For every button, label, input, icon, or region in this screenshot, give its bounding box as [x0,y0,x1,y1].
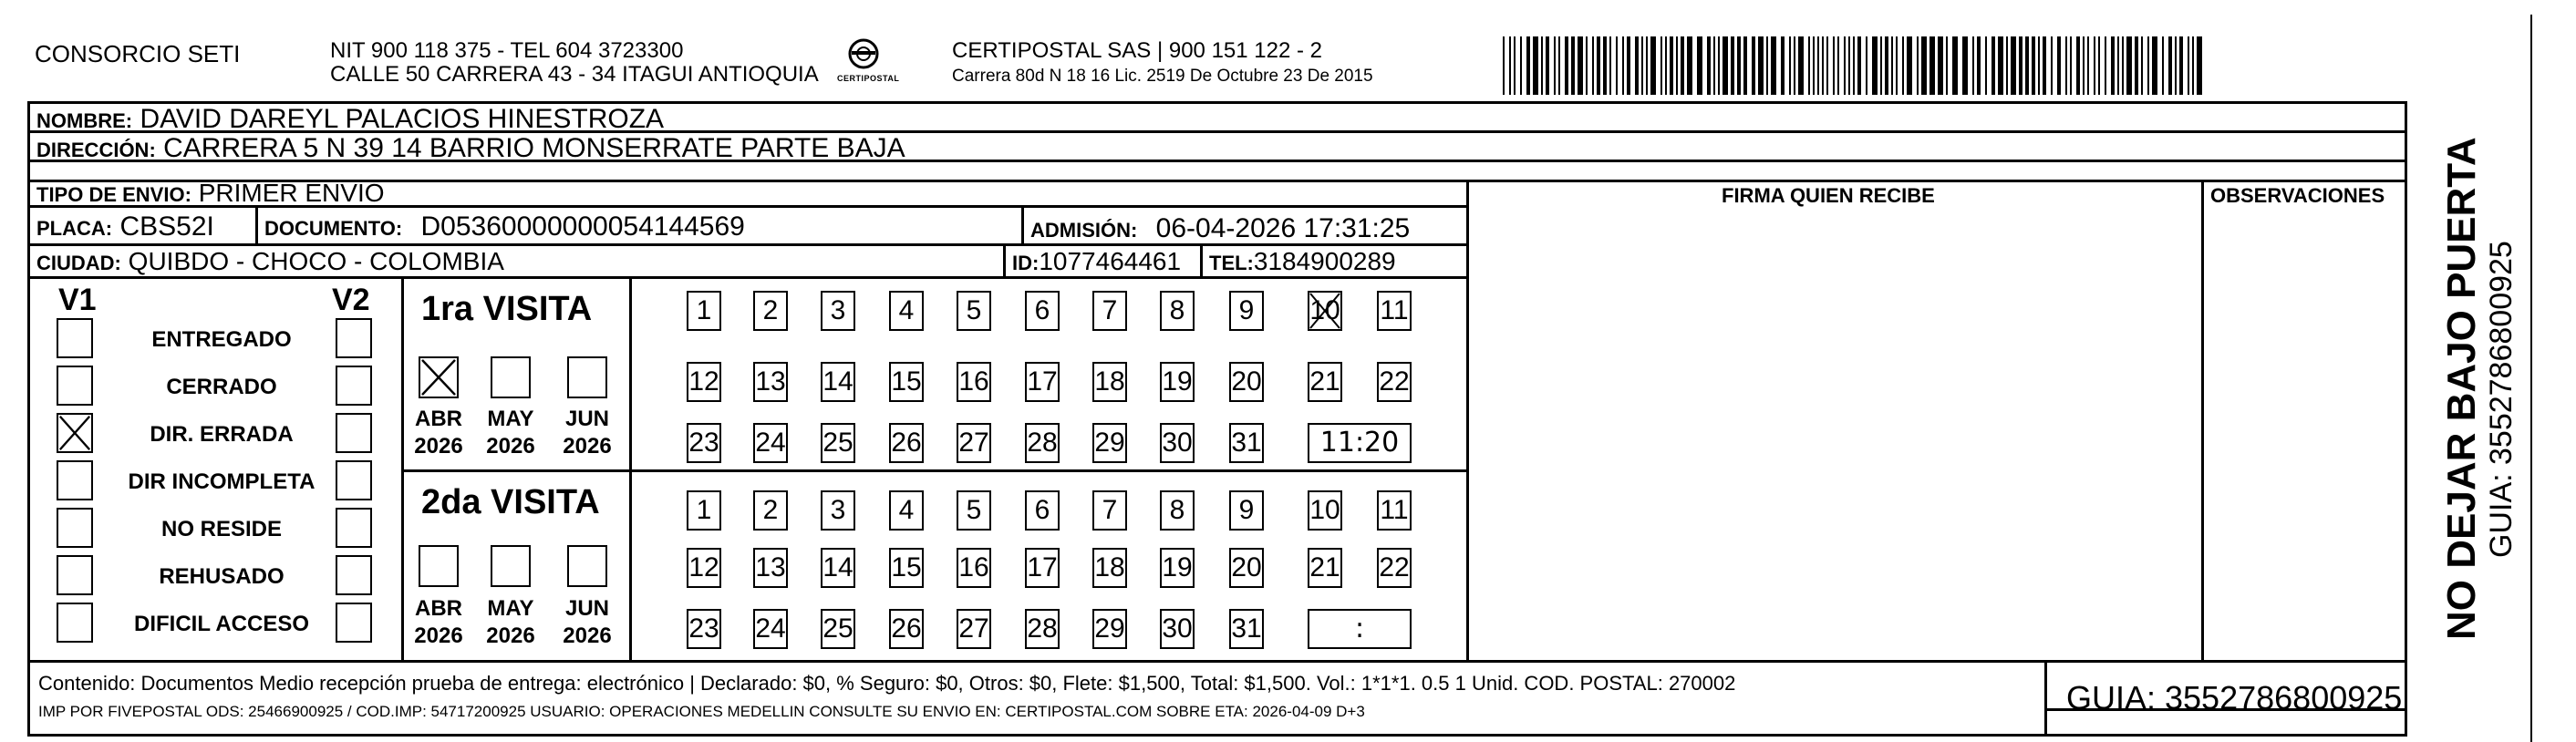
first-visit-day-box: 2 [753,291,788,331]
documento-field [264,213,745,241]
second-visit-month-box [419,545,459,587]
second-visit-time-box: : [1308,609,1412,649]
first-visit-day-box: 30 [1160,423,1195,463]
first-visit-day-box: 9 [1229,291,1264,331]
first-visit-day-box: 24 [753,423,788,463]
first-visit-month-label: ABR [415,407,462,431]
tipo-label: TIPO DE ENVIO: [36,183,191,206]
second-visit-day-box: 15 [889,548,924,588]
first-visit-month-box [419,356,459,398]
direccion-label: DIRECCIÓN: [36,139,156,161]
first-visit-day-box: 7 [1092,291,1127,331]
status-v1-checkbox [57,413,93,453]
first-visit-day-box [1308,291,1342,331]
second-visit-day-box: 31 [1229,609,1264,649]
second-visit-day-box: 20 [1229,548,1264,588]
first-visit-day-box: 6 [1025,291,1060,331]
first-visit-month-box [567,356,607,398]
first-visit-day-box: 20 [1229,362,1264,402]
second-visit-day-box: 11 [1377,490,1412,531]
direccion-row [36,135,905,162]
second-visit-month-label: ABR [415,596,462,621]
ciudad-value: QUIBDO - CHOCO - COLOMBIA [128,247,504,275]
second-visit-day-box: 26 [889,609,924,649]
placa-value: CBS52I [119,211,214,242]
second-visit-day-box: 27 [957,609,991,649]
ciudad-field [36,249,504,274]
footer-contenido: Contenido: Documentos Medio recepción prueba de entrega: electrónico | Declarado: $0, % Seguro: $0, Otros: $0, Flete: $1,500, Total: $1,500. Vol.: 1*1*1. 0.5 1 Unid. COD. POSTAL: 270002 [38,672,1736,695]
second-visit-day-box: 8 [1160,490,1195,531]
second-visit-day-box: 28 [1025,609,1060,649]
certipostal-logo [832,36,900,91]
status-v1-checkbox [57,318,93,358]
certipostal-info: CERTIPOSTAL SAS | 900 151 122 - 2 [952,38,1322,63]
first-visit-day-box: 23 [687,423,721,463]
second-visit-year-label: 2026 [414,623,463,648]
second-visit-year-label: 2026 [486,623,535,648]
second-visit-day-box: 16 [957,548,991,588]
status-v1-checkbox [57,555,93,595]
nombre-value: DAVID DAREYL PALACIOS HINESTROZA [140,104,665,134]
observaciones-header: OBSERVACIONES [2210,184,2385,207]
first-visit-day-box: 8 [1160,291,1195,331]
second-visit-day-box: 14 [821,548,855,588]
ciudad-label: CIUDAD: [36,252,121,274]
second-visit-day-box: 24 [753,609,788,649]
tipo-row [36,180,385,206]
second-visit-day-box: 22 [1377,548,1412,588]
first-visit-year-label: 2026 [486,434,535,459]
v1-label: V1 [58,283,97,317]
company-address: CALLE 50 CARRERA 43 - 34 ITAGUI ANTIOQUIA [330,62,819,87]
status-label: DIR. ERRADA [150,422,294,447]
admision-field [1030,215,1410,242]
v2-label: V2 [332,283,370,317]
nombre-row [36,106,664,133]
first-visit-day-box: 3 [821,291,855,331]
first-visit-day-box: 26 [889,423,924,463]
second-visit-day-box: 29 [1092,609,1127,649]
status-label: REHUSADO [159,564,284,589]
side-guia: GUIA: 3552786800925 [2484,241,2519,558]
tel-label: TEL: [1209,252,1254,274]
second-visit-month-box [491,545,531,587]
second-visit-day-box: 18 [1092,548,1127,588]
first-visit-day-box: 13 [753,362,788,402]
first-visit-day-box: 16 [957,362,991,402]
first-visit-day-box: 28 [1025,423,1060,463]
first-visit-day-box: 22 [1377,362,1412,402]
first-visit-day-box: 29 [1092,423,1127,463]
day-number: 10 [1309,295,1340,325]
tipo-value: PRIMER ENVIO [198,179,385,207]
direccion-value: CARRERA 5 N 39 14 BARRIO MONSERRATE PARTE BAJA [163,133,905,163]
first-visit-day-box: 31 [1229,423,1264,463]
admision-label: ADMISIÓN: [1030,219,1138,242]
logo-text: CERTIPOSTAL [837,74,900,83]
first-visit-year-label: 2026 [414,434,463,459]
first-visit-month-box [491,356,531,398]
tel-value: 3184900289 [1253,247,1396,275]
first-visit-day-box: 19 [1160,362,1195,402]
first-visit-day-box: 1 [687,291,721,331]
placa-field [36,213,214,241]
first-visit-day-box: 17 [1025,362,1060,402]
nit-tel: NIT 900 118 375 - TEL 604 3723300 [330,38,684,63]
first-visit-day-box: 4 [889,291,924,331]
footer-imp: IMP POR FIVEPOSTAL ODS: 25466900925 / COD.IMP: 54717200925 USUARIO: OPERACIONES MEDELLIN CONSULTE SU ENVIO EN: CERTIPOSTAL.COM SOBRE ETA: 2026-04-09 D+3 [38,703,1365,720]
second-visit-day-box: 25 [821,609,855,649]
first-visit-day-box: 14 [821,362,855,402]
second-visit-day-box: 1 [687,490,721,531]
status-v2-checkbox [336,508,372,548]
footer-guia: GUIA: 3552786800925 [2066,679,2403,716]
first-visit-day-box: 25 [821,423,855,463]
second-visit-month-box [567,545,607,587]
second-visit-day-box: 2 [753,490,788,531]
company-name: CONSORCIO SETI [35,40,241,67]
status-label: ENTREGADO [151,327,292,352]
id-value: 1077464461 [1039,247,1182,275]
second-visit-day-box: 19 [1160,548,1195,588]
status-label: DIFICIL ACCESO [133,612,309,636]
status-label: DIR INCOMPLETA [128,469,316,494]
status-v2-checkbox [336,318,372,358]
status-v2-checkbox [336,555,372,595]
documento-value: D05360000000054144569 [420,211,745,242]
second-visit-day-box: 30 [1160,609,1195,649]
second-visit-day-box: 4 [889,490,924,531]
second-visit-month-label: JUN [564,596,609,621]
documento-label: DOCUMENTO: [264,217,403,240]
second-visit-day-box: 3 [821,490,855,531]
first-visit-day-box: 12 [687,362,721,402]
side-warning: NO DEJAR BAJO PUERTA [2439,137,2484,640]
placa-label: PLACA: [36,217,113,240]
status-v2-checkbox [336,366,372,406]
first-visit-title: 1ra VISITA [421,290,593,328]
status-v1-checkbox [57,460,93,500]
id-field [1012,249,1181,274]
second-visit-month-label: MAY [487,596,534,621]
nombre-label: NOMBRE: [36,109,133,132]
id-label: ID: [1012,252,1040,274]
status-v1-checkbox [57,603,93,643]
second-visit-day-box: 6 [1025,490,1060,531]
first-visit-month-label: JUN [564,407,609,431]
second-visit-day-box: 7 [1092,490,1127,531]
status-v2-checkbox [336,603,372,643]
second-visit-day-box: 21 [1308,548,1342,588]
first-visit-day-box: 5 [957,291,991,331]
status-v2-checkbox [336,460,372,500]
barcode [1503,36,2208,95]
second-visit-year-label: 2026 [563,623,612,648]
second-visit-day-box: 5 [957,490,991,531]
tel-field [1209,249,1396,274]
first-visit-year-label: 2026 [563,434,612,459]
first-visit-day-box: 15 [889,362,924,402]
license-info: Carrera 80d N 18 16 Lic. 2519 De Octubre 23 De 2015 [952,67,1373,86]
second-visit-day-box: 9 [1229,490,1264,531]
status-v1-checkbox [57,508,93,548]
first-visit-day-box: 27 [957,423,991,463]
first-visit-day-box: 21 [1308,362,1342,402]
status-v2-checkbox [336,413,372,453]
firma-header: FIRMA QUIEN RECIBE [1722,184,1935,207]
admision-value: 06-04-2026 17:31:25 [1155,213,1411,243]
second-visit-title: 2da VISITA [421,483,600,521]
status-v1-checkbox [57,366,93,406]
first-visit-day-box: 18 [1092,362,1127,402]
status-label: CERRADO [166,375,277,399]
first-visit-month-label: MAY [487,407,534,431]
status-label: NO RESIDE [160,517,283,541]
first-visit-day-box: 11 [1377,291,1412,331]
second-visit-day-box: 13 [753,548,788,588]
first-visit-time-box: 11:20 [1308,423,1412,463]
second-visit-day-box: 10 [1308,490,1342,531]
second-visit-day-box: 23 [687,609,721,649]
second-visit-day-box: 12 [687,548,721,588]
second-visit-day-box: 17 [1025,548,1060,588]
